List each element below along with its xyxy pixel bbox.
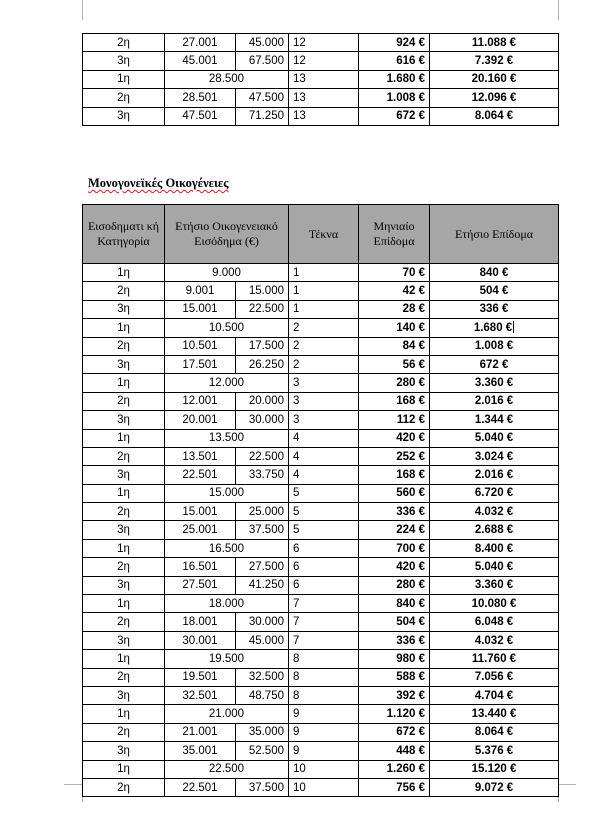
monthly-benefit-cell: 616 € bbox=[359, 52, 430, 70]
income-cell: 10.500 bbox=[165, 319, 289, 337]
children-cell: 13 bbox=[289, 70, 359, 88]
category-cell: 3η bbox=[83, 52, 165, 70]
income-from-cell: 47.501 bbox=[165, 107, 236, 125]
category-cell: 1η bbox=[83, 650, 165, 668]
children-cell: 3 bbox=[289, 392, 359, 410]
category-cell: 1η bbox=[83, 319, 165, 337]
income-from-cell: 27.501 bbox=[165, 576, 236, 594]
income-to-cell: 25.000 bbox=[236, 503, 289, 521]
header-annual: Ετήσιο Επίδομα bbox=[430, 205, 559, 264]
table-row bbox=[83, 705, 559, 723]
income-from-cell: 18.001 bbox=[165, 613, 236, 631]
annual-benefit-cell: 12.096 € bbox=[430, 89, 559, 107]
table-row bbox=[83, 631, 559, 649]
table-row bbox=[83, 447, 559, 465]
table-row bbox=[83, 300, 559, 318]
monthly-benefit-cell: 504 € bbox=[359, 613, 430, 631]
children-cell: 2 bbox=[289, 337, 359, 355]
income-cell: 28.500 bbox=[165, 70, 289, 88]
category-cell: 1η bbox=[83, 374, 165, 392]
income-to-cell: 52.500 bbox=[236, 742, 289, 760]
annual-benefit-cell: 672 € bbox=[430, 355, 559, 373]
annual-benefit-cell: 11.760 € bbox=[430, 650, 559, 668]
children-cell: 3 bbox=[289, 411, 359, 429]
annual-benefit-cell: 3.360 € bbox=[430, 374, 559, 392]
annual-benefit-cell: 13.440 € bbox=[430, 705, 559, 723]
income-from-cell: 10.501 bbox=[165, 337, 236, 355]
category-cell: 1η bbox=[83, 760, 165, 778]
income-cell: 15.000 bbox=[165, 484, 289, 502]
annual-benefit-cell: 9.072 € bbox=[430, 778, 559, 796]
monthly-benefit-cell: 42 € bbox=[359, 282, 430, 300]
monthly-benefit-cell: 420 € bbox=[359, 429, 430, 447]
annual-benefit-cell: 2.016 € bbox=[430, 466, 559, 484]
children-cell: 5 bbox=[289, 521, 359, 539]
income-to-cell: 45.000 bbox=[236, 34, 289, 52]
monthly-benefit-cell: 700 € bbox=[359, 539, 430, 557]
table-row bbox=[83, 503, 559, 521]
annual-benefit-cell: 7.056 € bbox=[430, 668, 559, 686]
table-row bbox=[83, 668, 559, 686]
children-cell: 4 bbox=[289, 466, 359, 484]
children-cell: 1 bbox=[289, 282, 359, 300]
income-from-cell: 20.001 bbox=[165, 411, 236, 429]
annual-benefit-cell: 6.048 € bbox=[430, 613, 559, 631]
category-cell: 2η bbox=[83, 392, 165, 410]
category-cell: 1η bbox=[83, 429, 165, 447]
category-cell: 3η bbox=[83, 576, 165, 594]
annual-benefit-cell: 3.024 € bbox=[430, 447, 559, 465]
annual-benefit-cell: 10.080 € bbox=[430, 595, 559, 613]
monthly-benefit-cell: 252 € bbox=[359, 447, 430, 465]
table-row bbox=[83, 264, 559, 282]
table-row bbox=[83, 337, 559, 355]
monthly-benefit-cell: 672 € bbox=[359, 107, 430, 125]
income-from-cell: 21.001 bbox=[165, 723, 236, 741]
table-row bbox=[83, 411, 559, 429]
annual-benefit-cell: 1.344 € bbox=[430, 411, 559, 429]
annual-benefit-cell: 5.040 € bbox=[430, 558, 559, 576]
table-row bbox=[83, 778, 559, 796]
children-cell: 3 bbox=[289, 374, 359, 392]
monthly-benefit-cell: 840 € bbox=[359, 595, 430, 613]
children-cell: 5 bbox=[289, 484, 359, 502]
children-cell: 6 bbox=[289, 576, 359, 594]
category-cell: 1η bbox=[83, 70, 165, 88]
income-cell: 22.500 bbox=[165, 760, 289, 778]
table-row bbox=[83, 723, 559, 741]
category-cell: 3η bbox=[83, 466, 165, 484]
annual-benefit-cell: 8.064 € bbox=[430, 723, 559, 741]
table-row bbox=[83, 742, 559, 760]
monthly-benefit-cell: 336 € bbox=[359, 503, 430, 521]
monthly-benefit-cell: 280 € bbox=[359, 576, 430, 594]
income-cell: 19.500 bbox=[165, 650, 289, 668]
monthly-benefit-cell: 84 € bbox=[359, 337, 430, 355]
income-from-cell: 22.501 bbox=[165, 778, 236, 796]
crop-mark bbox=[558, 784, 576, 785]
category-cell: 2η bbox=[83, 34, 165, 52]
monthly-benefit-cell: 588 € bbox=[359, 668, 430, 686]
table-row bbox=[83, 760, 559, 778]
annual-benefit-cell: 15.120 € bbox=[430, 760, 559, 778]
table-row bbox=[83, 576, 559, 594]
category-cell: 3η bbox=[83, 107, 165, 125]
income-from-cell: 15.001 bbox=[165, 300, 236, 318]
income-cell: 13.500 bbox=[165, 429, 289, 447]
annual-benefit-cell: 6.720 € bbox=[430, 484, 559, 502]
children-cell: 6 bbox=[289, 558, 359, 576]
income-to-cell: 30.000 bbox=[236, 411, 289, 429]
income-to-cell: 45.000 bbox=[236, 631, 289, 649]
income-cell: 21.000 bbox=[165, 705, 289, 723]
annual-benefit-cell: 1.680 € bbox=[430, 319, 559, 337]
monthly-benefit-cell: 1.120 € bbox=[359, 705, 430, 723]
children-cell: 12 bbox=[289, 52, 359, 70]
income-to-cell: 22.500 bbox=[236, 447, 289, 465]
monthly-benefit-cell: 336 € bbox=[359, 631, 430, 649]
monthly-benefit-cell: 280 € bbox=[359, 374, 430, 392]
income-from-cell: 30.001 bbox=[165, 631, 236, 649]
monthly-benefit-cell: 56 € bbox=[359, 355, 430, 373]
table-row bbox=[83, 650, 559, 668]
income-from-cell: 16.501 bbox=[165, 558, 236, 576]
monthly-benefit-cell: 448 € bbox=[359, 742, 430, 760]
crop-mark bbox=[558, 0, 559, 20]
annual-benefit-cell: 840 € bbox=[430, 264, 559, 282]
annual-benefit-cell: 4.032 € bbox=[430, 503, 559, 521]
income-to-cell: 35.000 bbox=[236, 723, 289, 741]
category-cell: 2η bbox=[83, 778, 165, 796]
category-cell: 3η bbox=[83, 521, 165, 539]
annual-benefit-cell: 3.360 € bbox=[430, 576, 559, 594]
monthly-benefit-cell: 980 € bbox=[359, 650, 430, 668]
category-cell: 1η bbox=[83, 595, 165, 613]
header-row bbox=[83, 205, 559, 264]
children-cell: 7 bbox=[289, 631, 359, 649]
category-cell: 1η bbox=[83, 264, 165, 282]
children-cell: 8 bbox=[289, 668, 359, 686]
children-cell: 4 bbox=[289, 429, 359, 447]
income-from-cell: 22.501 bbox=[165, 466, 236, 484]
children-cell: 1 bbox=[289, 300, 359, 318]
children-cell: 2 bbox=[289, 355, 359, 373]
income-cell: 18.000 bbox=[165, 595, 289, 613]
header-monthly: Μηνιαίο Επίδομα bbox=[359, 205, 430, 264]
category-cell: 1η bbox=[83, 484, 165, 502]
income-to-cell: 67.500 bbox=[236, 52, 289, 70]
crop-mark bbox=[82, 0, 83, 20]
table-row bbox=[83, 521, 559, 539]
monthly-benefit-cell: 1.008 € bbox=[359, 89, 430, 107]
income-to-cell: 20.000 bbox=[236, 392, 289, 410]
children-cell: 12 bbox=[289, 34, 359, 52]
children-cell: 7 bbox=[289, 613, 359, 631]
table-row bbox=[83, 558, 559, 576]
children-cell: 4 bbox=[289, 447, 359, 465]
category-cell: 3η bbox=[83, 355, 165, 373]
income-to-cell: 22.500 bbox=[236, 300, 289, 318]
monthly-benefit-cell: 1.260 € bbox=[359, 760, 430, 778]
income-to-cell: 48.750 bbox=[236, 686, 289, 704]
income-from-cell: 9.001 bbox=[165, 282, 236, 300]
income-to-cell: 32.500 bbox=[236, 668, 289, 686]
income-from-cell: 17.501 bbox=[165, 355, 236, 373]
income-from-cell: 15.001 bbox=[165, 503, 236, 521]
monthly-benefit-cell: 1.680 € bbox=[359, 70, 430, 88]
income-from-cell: 35.001 bbox=[165, 742, 236, 760]
monthly-benefit-cell: 168 € bbox=[359, 466, 430, 484]
children-cell: 1 bbox=[289, 264, 359, 282]
category-cell: 1η bbox=[83, 539, 165, 557]
annual-benefit-cell: 336 € bbox=[430, 300, 559, 318]
table-row bbox=[83, 34, 559, 52]
annual-benefit-cell: 8.064 € bbox=[430, 107, 559, 125]
children-cell: 5 bbox=[289, 503, 359, 521]
income-from-cell: 25.001 bbox=[165, 521, 236, 539]
category-cell: 2η bbox=[83, 447, 165, 465]
category-cell: 1η bbox=[83, 705, 165, 723]
annual-benefit-cell: 2.688 € bbox=[430, 521, 559, 539]
category-cell: 2η bbox=[83, 668, 165, 686]
children-cell: 9 bbox=[289, 723, 359, 741]
single-parent-benefit-table bbox=[82, 204, 559, 797]
header-income: Ετήσιο Οικογενειακό Εισόδημα (€) bbox=[165, 205, 289, 264]
income-to-cell: 15.000 bbox=[236, 282, 289, 300]
category-cell: 2η bbox=[83, 558, 165, 576]
monthly-benefit-cell: 70 € bbox=[359, 264, 430, 282]
monthly-benefit-cell: 560 € bbox=[359, 484, 430, 502]
table-row bbox=[83, 466, 559, 484]
table-row bbox=[83, 52, 559, 70]
children-cell: 13 bbox=[289, 107, 359, 125]
income-from-cell: 32.501 bbox=[165, 686, 236, 704]
income-cell: 9.000 bbox=[165, 264, 289, 282]
children-cell: 9 bbox=[289, 742, 359, 760]
annual-benefit-cell: 5.040 € bbox=[430, 429, 559, 447]
income-from-cell: 13.501 bbox=[165, 447, 236, 465]
children-cell: 13 bbox=[289, 89, 359, 107]
income-to-cell: 41.250 bbox=[236, 576, 289, 594]
income-to-cell: 37.500 bbox=[236, 778, 289, 796]
header-children: Τέκνα bbox=[289, 205, 359, 264]
annual-benefit-cell: 7.392 € bbox=[430, 52, 559, 70]
table-row bbox=[83, 107, 559, 125]
annual-benefit-cell: 4.032 € bbox=[430, 631, 559, 649]
category-cell: 3η bbox=[83, 300, 165, 318]
income-to-cell: 26.250 bbox=[236, 355, 289, 373]
table-row bbox=[83, 686, 559, 704]
category-cell: 2η bbox=[83, 723, 165, 741]
income-from-cell: 12.001 bbox=[165, 392, 236, 410]
table-row bbox=[83, 355, 559, 373]
category-cell: 2η bbox=[83, 503, 165, 521]
category-cell: 3η bbox=[83, 411, 165, 429]
annual-benefit-cell: 11.088 € bbox=[430, 34, 559, 52]
monthly-benefit-cell: 392 € bbox=[359, 686, 430, 704]
income-to-cell: 47.500 bbox=[236, 89, 289, 107]
children-cell: 2 bbox=[289, 319, 359, 337]
annual-benefit-cell: 8.400 € bbox=[430, 539, 559, 557]
text-cursor bbox=[513, 321, 514, 333]
annual-benefit-cell: 20.160 € bbox=[430, 70, 559, 88]
children-cell: 8 bbox=[289, 650, 359, 668]
income-to-cell: 30.000 bbox=[236, 613, 289, 631]
table-row bbox=[83, 539, 559, 557]
table-row bbox=[83, 70, 559, 88]
table-row bbox=[83, 89, 559, 107]
annual-benefit-cell: 5.376 € bbox=[430, 742, 559, 760]
section-title: Μονογονεϊκές Οικογένειες bbox=[88, 176, 229, 190]
category-cell: 2η bbox=[83, 337, 165, 355]
children-cell: 8 bbox=[289, 686, 359, 704]
monthly-benefit-cell: 224 € bbox=[359, 521, 430, 539]
income-to-cell: 33.750 bbox=[236, 466, 289, 484]
children-cell: 9 bbox=[289, 705, 359, 723]
monthly-benefit-cell: 756 € bbox=[359, 778, 430, 796]
income-from-cell: 27.001 bbox=[165, 34, 236, 52]
table-row bbox=[83, 429, 559, 447]
category-cell: 3η bbox=[83, 686, 165, 704]
income-cell: 12.000 bbox=[165, 374, 289, 392]
table-row bbox=[83, 374, 559, 392]
monthly-benefit-cell: 924 € bbox=[359, 34, 430, 52]
monthly-benefit-cell: 28 € bbox=[359, 300, 430, 318]
income-to-cell: 71.250 bbox=[236, 107, 289, 125]
category-cell: 2η bbox=[83, 89, 165, 107]
table-row bbox=[83, 595, 559, 613]
income-cell: 16.500 bbox=[165, 539, 289, 557]
crop-mark bbox=[64, 784, 82, 785]
monthly-benefit-cell: 672 € bbox=[359, 723, 430, 741]
children-cell: 10 bbox=[289, 778, 359, 796]
income-from-cell: 19.501 bbox=[165, 668, 236, 686]
monthly-benefit-cell: 140 € bbox=[359, 319, 430, 337]
category-cell: 3η bbox=[83, 742, 165, 760]
children-cell: 7 bbox=[289, 595, 359, 613]
category-cell: 2η bbox=[83, 613, 165, 631]
income-to-cell: 17.500 bbox=[236, 337, 289, 355]
income-from-cell: 45.001 bbox=[165, 52, 236, 70]
monthly-benefit-cell: 420 € bbox=[359, 558, 430, 576]
children-cell: 10 bbox=[289, 760, 359, 778]
children-cell: 6 bbox=[289, 539, 359, 557]
monthly-benefit-cell: 112 € bbox=[359, 411, 430, 429]
table-row bbox=[83, 319, 559, 337]
category-cell: 3η bbox=[83, 631, 165, 649]
annual-benefit-cell: 1.008 € bbox=[430, 337, 559, 355]
income-from-cell: 28.501 bbox=[165, 89, 236, 107]
income-to-cell: 27.500 bbox=[236, 558, 289, 576]
monthly-benefit-cell: 168 € bbox=[359, 392, 430, 410]
annual-benefit-cell: 2.016 € bbox=[430, 392, 559, 410]
annual-benefit-cell: 4.704 € bbox=[430, 686, 559, 704]
header-category: Εισοδηματι κή Κατηγορία bbox=[83, 205, 165, 264]
table-row bbox=[83, 613, 559, 631]
top-benefit-table bbox=[82, 33, 559, 126]
table-row bbox=[83, 392, 559, 410]
table-row bbox=[83, 282, 559, 300]
category-cell: 2η bbox=[83, 282, 165, 300]
income-to-cell: 37.500 bbox=[236, 521, 289, 539]
annual-benefit-cell: 504 € bbox=[430, 282, 559, 300]
table-row bbox=[83, 484, 559, 502]
